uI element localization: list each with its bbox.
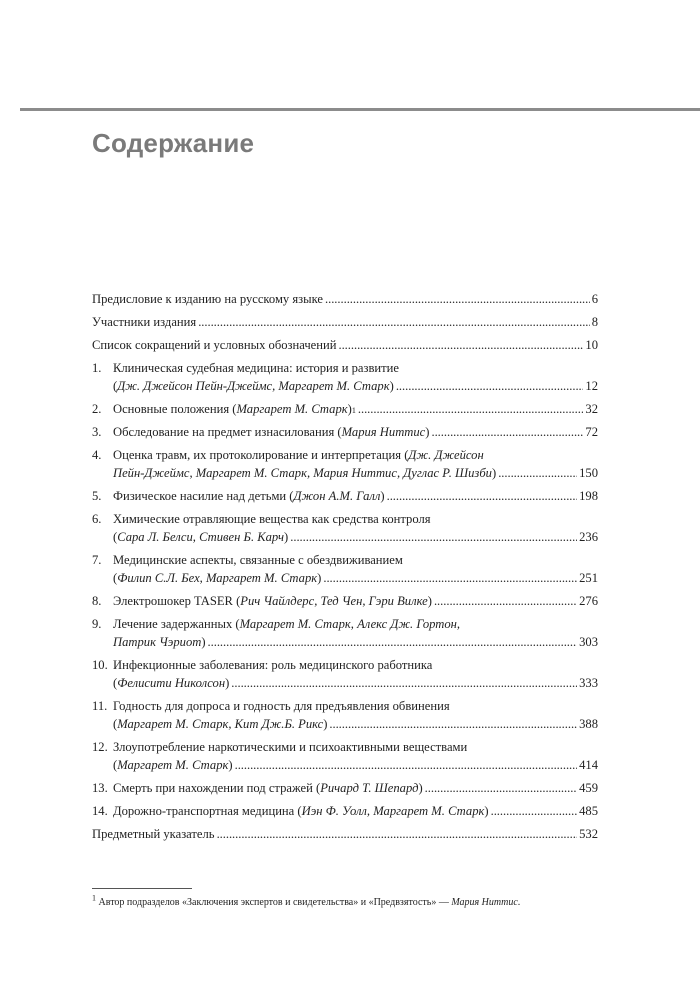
- toc-entry-title: Предисловие к изданию на русскому языке: [92, 292, 324, 306]
- leader-dots: [217, 825, 578, 843]
- toc-entry-chapter-14[interactable]: 14. Дорожно-транспортная медицина ( Иэн Ф. Уолл, Маргарет М. Старк ) . . . 485: [92, 802, 598, 820]
- toc-page-number: 236: [579, 530, 598, 544]
- toc-entry-contributors[interactable]: [92, 313, 598, 331]
- footnote-mark: 1: [92, 893, 96, 903]
- toc-page-number: 333: [579, 676, 598, 690]
- toc-entry-chapter-10[interactable]: 10. Инфекционные заболевания: роль медицинского работника ( Фелисити Николсон ) . . . 333: [92, 656, 598, 692]
- chapter-authors: Маргарет М. Старк: [117, 758, 229, 772]
- toc-entry-chapter-13[interactable]: 13. Смерть при нахождении под стражей ( Ричард Т. Шепард ) . . . 459: [92, 779, 598, 797]
- chapter-number: 8.: [92, 594, 102, 608]
- toc-page-number: 32: [585, 402, 598, 416]
- toc-entry-title: Дорожно-транспортная медицина (: [113, 804, 302, 818]
- toc-page-number: 198: [579, 489, 598, 503]
- toc-entry-chapter-9[interactable]: 9. Лечение задержанных ( Маргарет М. Старк, Алекс Дж. Гортон, Патрик Чэриот ) . . . 303: [92, 615, 598, 651]
- chapter-number: 11.: [92, 699, 108, 713]
- toc-page-number: 459: [579, 781, 598, 795]
- toc-entry-title: Смерть при нахождении под стражей (: [113, 781, 321, 795]
- toc-entry-chapter-8[interactable]: 8. Электрошокер TASER ( Рич Чайлдерс, Тед Чен, Гэри Вилке ) . . . 276: [92, 592, 598, 610]
- leader-dots: [387, 487, 578, 505]
- chapter-authors: Филип С.Л. Бех, Маргарет М. Старк: [117, 571, 318, 585]
- toc-page-number: 72: [585, 425, 598, 439]
- toc-page-number: 10: [585, 338, 598, 352]
- toc-page-number: 8: [591, 315, 598, 329]
- toc-entry-title: Злоупотребление наркотическими и психоактивными веществами: [113, 740, 468, 754]
- toc-entry-title: Годность для допроса и годность для предъявления обвинения: [113, 699, 450, 713]
- toc-entry-title: Электрошокер TASER (: [113, 594, 241, 608]
- chapter-authors: Маргарет М. Старк, Алекс Дж. Гортон,: [239, 617, 461, 631]
- leader-dots: [325, 290, 590, 308]
- chapter-authors: Маргарет М. Старк: [236, 402, 348, 416]
- chapter-number: 9.: [92, 617, 102, 631]
- toc-entry-chapter-3[interactable]: 3. Обследование на предмет изнасилования ( Мария Ниттис ) . . . 72: [92, 423, 598, 441]
- chapter-authors: Сара Л. Белси, Стивен Б. Карч: [117, 530, 285, 544]
- chapter-authors: Фелисити Николсон: [117, 676, 226, 690]
- toc-entry-chapter-5[interactable]: 5. Физическое насилие над детьми ( Джон А.М. Галл ) . . . 198: [92, 487, 598, 505]
- chapter-number: 4.: [92, 448, 102, 462]
- chapter-number: 14.: [92, 804, 108, 818]
- toc-page-number: 276: [579, 594, 598, 608]
- leader-dots: [396, 377, 584, 395]
- toc-entry-title: Обследование на предмет изнасилования (: [113, 425, 342, 439]
- footnote-text: Автор подразделов «Заключения экспертов и свидетельства» и «Предвзятость» —: [96, 897, 452, 908]
- toc-entry-chapter-7[interactable]: 7. Медицинские аспекты, связанные с обездвиживанием ( Филип С.Л. Бех, Маргарет М. Старк ) . . . 251: [92, 551, 598, 587]
- leader-dots: [498, 464, 577, 482]
- toc-page-number: 303: [579, 635, 598, 649]
- toc-entry-chapter-1[interactable]: 1. Клиническая судебная медицина: история и развитие ( Дж. Джейсон Пейн-Джеймс, Маргарет М. Старк ) . . . 12: [92, 359, 598, 395]
- toc-entry-index[interactable]: [92, 825, 598, 843]
- toc-page-number: 388: [579, 717, 598, 731]
- leader-dots: [198, 313, 590, 331]
- chapter-number: 6.: [92, 512, 102, 526]
- toc-page-number: 150: [579, 466, 598, 480]
- chapter-number: 2.: [92, 402, 102, 416]
- chapter-authors: Дж. Джейсон Пейн-Джеймс, Маргарет М. Старк: [117, 379, 390, 393]
- toc-entry-title: Основные положения (: [113, 402, 237, 416]
- leader-dots: [323, 569, 577, 587]
- chapter-authors: Маргарет М. Старк, Кит Дж.Б. Рикс: [117, 717, 324, 731]
- chapter-number: 12.: [92, 740, 108, 754]
- leader-dots: [338, 336, 583, 354]
- toc-entry-chapter-6[interactable]: 6. Химические отравляющие вещества как средства контроля ( Сара Л. Белси, Стивен Б. Карч ) . . . 236: [92, 510, 598, 546]
- chapter-authors: Джон А.М. Галл: [293, 489, 381, 503]
- chapter-authors: Дж. Джейсон: [408, 448, 484, 462]
- leader-dots: [431, 423, 583, 441]
- toc-entry-title: Инфекционные заболевания: роль медицинского работника: [113, 658, 433, 672]
- toc-entry-title: Медицинские аспекты, связанные с обездвиживанием: [113, 553, 403, 567]
- toc-page-number: 485: [579, 804, 598, 818]
- footnote-rule: [92, 888, 192, 889]
- toc-entry-title: Клиническая судебная медицина: история и развитие: [113, 361, 399, 375]
- toc-entry-title: Оценка травм, их протоколирование и интерпретация (: [113, 448, 409, 462]
- leader-dots: [290, 528, 577, 546]
- chapter-number: 7.: [92, 553, 102, 567]
- toc-entry-title: Участники издания: [92, 315, 197, 329]
- leader-dots: [231, 674, 577, 692]
- chapter-authors: Ричард Т. Шепард: [320, 781, 419, 795]
- footnote: $^1$ Автор подразделов «Заключения экспертов и свидетельства» и «Предвзятость» — Мария Ниттис.: [92, 893, 521, 908]
- toc-entry-chapter-2[interactable]: 2. Основные положения ( Маргарет М. Старк ) 1 . . . 32: [92, 400, 598, 418]
- chapter-authors: Иэн Ф. Уолл, Маргарет М. Старк: [301, 804, 485, 818]
- leader-dots: [358, 400, 584, 418]
- toc-page-number: 532: [579, 827, 598, 841]
- chapter-number: 1.: [92, 361, 102, 375]
- footnote-author: Мария Ниттис: [451, 897, 518, 908]
- toc-entry-title: Физическое насилие над детьми (: [113, 489, 294, 503]
- leader-dots: [491, 802, 578, 820]
- toc-page-number: 414: [579, 758, 598, 772]
- top-rule: [20, 108, 700, 111]
- toc-entry-chapter-12[interactable]: 12. Злоупотребление наркотическими и психоактивными веществами ( Маргарет М. Старк ) . . . 414: [92, 738, 598, 774]
- chapter-authors: Мария Ниттис: [341, 425, 426, 439]
- toc-entry-chapter-11[interactable]: 11. Годность для допроса и годность для предъявления обвинения ( Маргарет М. Старк, Кит Дж.Б. Рикс ) . . . 388: [92, 697, 598, 733]
- toc-page-number: 251: [579, 571, 598, 585]
- chapter-number: 5.: [92, 489, 102, 503]
- leader-dots: [235, 756, 578, 774]
- leader-dots: [208, 633, 578, 651]
- page-title: Содержание: [92, 128, 255, 158]
- table-of-contents: [92, 290, 598, 848]
- toc-page-number: 6: [591, 292, 598, 306]
- toc-entry-title: Лечение задержанных (: [113, 617, 240, 631]
- leader-dots: [329, 715, 577, 733]
- toc-entry-preface[interactable]: [92, 290, 598, 308]
- toc-entry-title: Список сокращений и условных обозначений: [92, 338, 337, 352]
- leader-dots: [434, 592, 577, 610]
- toc-entry-title: Предметный указатель: [92, 827, 215, 841]
- toc-entry-chapter-4[interactable]: 4. Оценка травм, их протоколирование и интерпретация ( Дж. Джейсон Пейн-Джеймс, Маргарет М. Старк, Мария Ниттис, Дуглас Р. Шизби ) . . . 150: [92, 446, 598, 482]
- chapter-authors: Пейн-Джеймс, Маргарет М. Старк, Мария Ниттис, Дуглас Р. Шизби: [113, 466, 492, 480]
- chapter-number: 13.: [92, 781, 108, 795]
- toc-page-number: 12: [585, 379, 598, 393]
- leader-dots: [425, 779, 577, 797]
- toc-entry-title: Химические отравляющие вещества как средства контроля: [113, 512, 431, 526]
- chapter-number: 3.: [92, 425, 102, 439]
- chapter-number: 10.: [92, 658, 108, 672]
- chapter-authors: Патрик Чэриот: [113, 635, 202, 649]
- toc-entry-abbreviations[interactable]: [92, 336, 598, 354]
- chapter-authors: Рич Чайлдерс, Тед Чен, Гэри Вилке: [240, 594, 428, 608]
